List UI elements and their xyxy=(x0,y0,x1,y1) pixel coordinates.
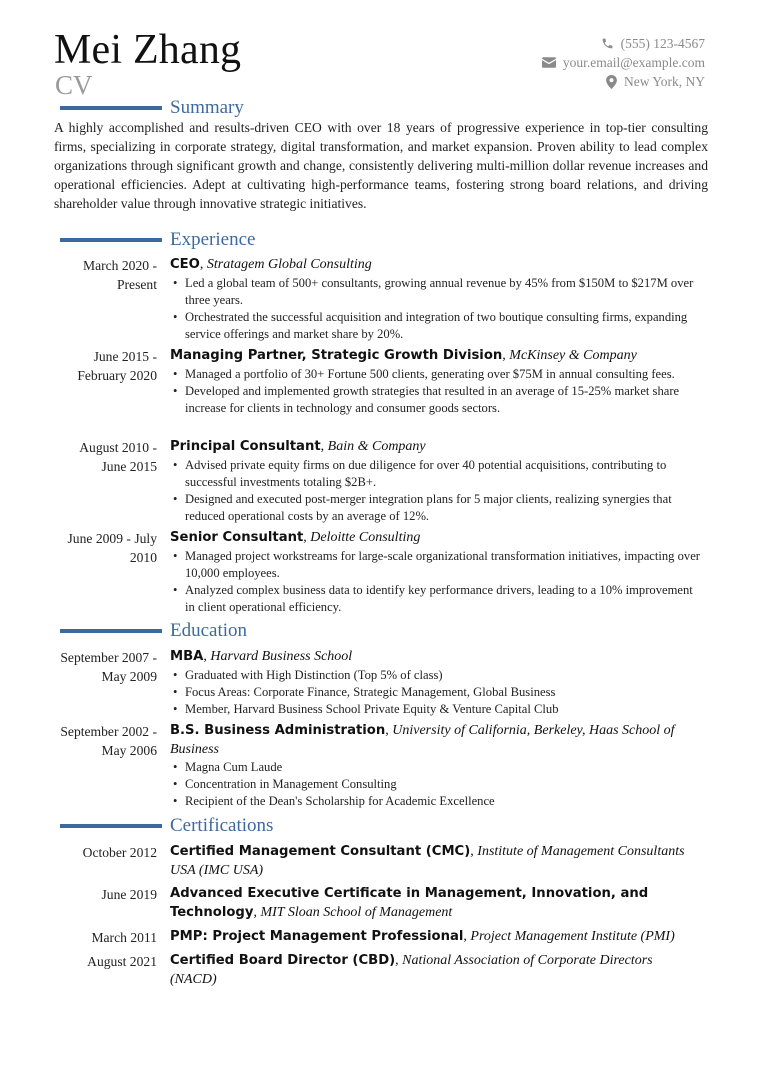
experience-section-header xyxy=(60,229,255,251)
section-title-experience: Experience xyxy=(170,229,256,250)
entry-organization: Deloitte Consulting xyxy=(310,530,421,545)
section-title-certifications: Certifications xyxy=(170,815,274,836)
certification-name: Advanced Executive Certificate in Management, Innovation, and Technology xyxy=(170,886,649,920)
experience-entry: August 2010 - June 2015 Principal Consultant, Bain & Company • Advised private equity firms on due diligence for over 40 potential acquisitions, contributing to successful investments totaling $2B+. • Designed and executed post-merger integration plans for 5 major clients, realizing synergies that reduced operational costs by an average of 12%. xyxy=(54,438,708,525)
contact-phone xyxy=(542,34,705,53)
map-pin-icon xyxy=(606,75,617,89)
entry-bullet: • Member, Harvard Business School Private Equity & Venture Capital Club xyxy=(170,701,700,718)
entry-role: Senior Consultant xyxy=(170,530,304,545)
experience-entry: March 2020 - Present CEO, Stratagem Global Consulting • Led a global team of 500+ consultants, growing annual revenue by 45% from $150M to $217M over three years. • Orchestrated the successful acquisition and integration of two boutique consulting firms, expanding service offerings and market share by 20%. xyxy=(54,256,708,343)
entry-role: Managing Partner, Strategic Growth Division xyxy=(170,348,503,363)
certification-name: Certified Board Director (CBD) xyxy=(170,953,396,968)
section-divider-bar xyxy=(60,238,162,242)
entry-school: University of California, Berkeley, Haas School of Business xyxy=(170,723,675,757)
experience-entry: June 2015 - February 2020 Managing Partner, Strategic Growth Division, McKinsey & Company • Managed a portfolio of 30+ Fortune 500 clients, generating over $75M in annual consulting fees. • Developed and implemented growth strategies that resulted in an average of 15-25% market share increase for clients in technology and consumer goods sectors. xyxy=(54,347,708,417)
entry-date: March 2011 xyxy=(91,930,157,945)
entry-degree: B.S. Business Administration xyxy=(170,723,386,738)
entry-date: August 2010 - June 2015 xyxy=(79,440,157,474)
entry-organization: McKinsey & Company xyxy=(509,348,637,363)
section-divider-bar xyxy=(60,629,162,633)
education-section-header xyxy=(60,620,247,642)
entry-date: June 2015 - February 2020 xyxy=(77,349,157,383)
entry-organization: Stratagem Global Consulting xyxy=(206,257,372,272)
summary-section-header xyxy=(60,97,244,119)
phone-icon xyxy=(601,37,614,50)
entry-bullet: • Recipient of the Dean's Scholarship for Academic Excellence xyxy=(170,793,700,810)
entry-bullet: • Magna Cum Laude xyxy=(170,759,700,776)
section-title-summary: Summary xyxy=(170,97,244,118)
entry-bullet: • Designed and executed post-merger integration plans for 5 major clients, realizing synergies that reduced operational costs by an average of 12%. xyxy=(170,491,700,525)
entry-bullet: • Concentration in Management Consulting xyxy=(170,776,700,793)
education-entry: September 2007 - May 2009 MBA, Harvard Business School • Graduated with High Distinction (Top 5% of class) • Focus Areas: Corporate Finance, Strategic Management, Global Business • Member, Harvard Business School Private Equity & Venture Capital Club xyxy=(54,648,708,718)
contact-email xyxy=(542,53,705,72)
contact-location xyxy=(542,72,705,91)
entry-bullet: • Developed and implemented growth strategies that resulted in an average of 15-25% market share increase for clients in technology and consumer goods sectors. xyxy=(170,383,700,417)
entry-bullet: • Managed project workstreams for large-scale organizational transformation initiatives, impacting over 10,000 employees. xyxy=(170,548,700,582)
entry-date: August 2021 xyxy=(87,954,157,969)
certifications-section-header xyxy=(60,815,273,837)
entry-organization: Bain & Company xyxy=(327,439,426,454)
entry-bullet: • Managed a portfolio of 30+ Fortune 500 clients, generating over $75M in annual consulting fees. xyxy=(170,366,700,383)
section-title-education: Education xyxy=(170,620,248,641)
certification-issuer: MIT Sloan School of Management xyxy=(260,904,453,920)
email-link[interactable]: your.email@example.com xyxy=(562,55,705,70)
certification-entry: October 2012 Certified Management Consultant (CMC), Institute of Management Consultants USA (IMC USA) xyxy=(54,843,708,880)
entry-school: Harvard Business School xyxy=(210,649,353,664)
entry-bullet: • Advised private equity firms on due diligence for over 40 potential acquisitions, contributing to successful investments totaling $2B+. xyxy=(170,457,700,491)
document-subtitle: CV xyxy=(55,70,93,100)
phone-text[interactable]: (555) 123-4567 xyxy=(620,36,705,51)
entry-date: June 2009 - July 2010 xyxy=(67,531,157,565)
entry-bullet: • Led a global team of 500+ consultants, growing annual revenue by 45% from $150M to $217M over three years. xyxy=(170,275,700,309)
section-divider-bar xyxy=(60,106,162,110)
entry-bullet: • Orchestrated the successful acquisition and integration of two boutique consulting firms, expanding service offerings and market share by 20%. xyxy=(170,309,700,343)
entry-date: June 2019 xyxy=(101,887,157,902)
location-text: New York, NY xyxy=(623,74,705,89)
entry-date: September 2002 - May 2006 xyxy=(60,724,157,758)
certification-issuer: Institute of Management Consultants USA (IMC USA) xyxy=(170,844,685,878)
certification-issuer: Project Management Institute (PMI) xyxy=(470,929,675,944)
entry-role: CEO xyxy=(170,257,200,272)
summary-text: A highly accomplished and results-driven CEO with over 18 years of progressive experience in top-tier consulting firms, specializing in corporate strategy, digital transformation, and market expansion. Proven ability to lead complex organizations through significant growth and change, consistently delivering multi-million dollar revenue increases and operational efficiencies. Adept at cultivating high-performance teams, fostering strong board relations, and driving shareholder value through innovative strategic initiatives. xyxy=(54,120,708,212)
certification-entry: August 2021 Certified Board Director (CBD), National Association of Corporate Directors (NACD) xyxy=(54,952,708,989)
section-divider-bar xyxy=(60,824,162,828)
contact-info xyxy=(542,34,705,91)
education-entry: September 2002 - May 2006 B.S. Business Administration, University of California, Berkeley, Haas School of Business • Magna Cum Laude • Concentration in Management Consulting • Recipient of the Dean's Scholarship for Academic Excellence xyxy=(54,722,708,810)
certification-issuer: National Association of Corporate Directors (NACD) xyxy=(170,953,653,987)
envelope-icon xyxy=(542,57,556,68)
experience-entry: June 2009 - July 2010 Senior Consultant, Deloitte Consulting • Managed project workstreams for large-scale organizational transformation initiatives, impacting over 10,000 employees. • Analyzed complex business data to identify key performance drivers, leading to a 10% improvement in client operational efficiency. xyxy=(54,529,708,616)
certification-name: PMP: Project Management Professional xyxy=(170,929,464,944)
entry-date: March 2020 - Present xyxy=(83,258,157,292)
entry-role: Principal Consultant xyxy=(170,439,321,454)
certification-entry: June 2019 Advanced Executive Certificate in Management, Innovation, and Technology, MIT Sloan School of Management xyxy=(54,885,708,922)
entry-degree: MBA xyxy=(170,649,204,664)
entry-date: October 2012 xyxy=(82,845,157,860)
certification-entry: March 2011 PMP: Project Management Professional, Project Management Institute (PMI) xyxy=(54,928,708,947)
person-name: Mei Zhang xyxy=(54,27,242,73)
entry-bullet: • Graduated with High Distinction (Top 5% of class) xyxy=(170,667,700,684)
entry-date: September 2007 - May 2009 xyxy=(60,650,157,684)
certification-name: Certified Management Consultant (CMC) xyxy=(170,844,471,859)
entry-bullet: • Focus Areas: Corporate Finance, Strategic Management, Global Business xyxy=(170,684,700,701)
entry-bullet: • Analyzed complex business data to identify key performance drivers, leading to a 10% improvement in client operational efficiency. xyxy=(170,582,700,616)
